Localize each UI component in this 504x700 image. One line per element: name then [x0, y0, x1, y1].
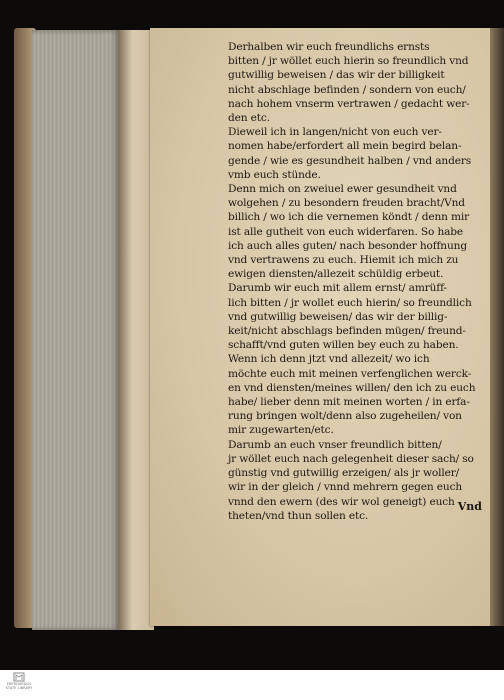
text-line: vnnd den ewern (des wir wol geneigt) euch	[228, 495, 455, 508]
text-line: habe/ lieber denn mit meinen worten / in erfa-	[228, 396, 470, 409]
library-logo-icon	[13, 672, 25, 682]
text-line: wolgehen / zu besondern freuden bracht/Vnd	[228, 197, 465, 210]
text-line: jr wöllet euch nach gelegenheit dieser sach/ so	[228, 452, 474, 465]
text-line: wir in der gleich / vnnd mehrern gegen euch	[228, 481, 463, 494]
text-line: Derhalben wir euch freundlichs ernsts	[228, 41, 430, 53]
text-line: ich auch alles guten/ nach besonder hoffnung	[228, 239, 467, 252]
text-line: keit/nicht abschlags befinden mügen/ freund-	[228, 325, 466, 338]
text-line: günstig vnd gutwillig erzeigen/ als jr woller/	[228, 467, 460, 480]
text-line: Darumb an euch vnser freundlich bitten/	[228, 438, 442, 451]
text-line: gende / wie es gesundheit halben / vnd anders	[228, 154, 472, 167]
text-line: Denn mich on zweiuel ewer gesundheit vnd	[228, 183, 457, 196]
facing-page-edge	[490, 28, 504, 626]
text-line: vnd vertrawens zu euch. Hiemit ich mich zu	[228, 254, 459, 267]
text-line: den etc.	[228, 112, 270, 125]
text-line: Dieweil ich in langen/nicht von euch ver-	[228, 126, 442, 139]
text-line: lich bitten / jr wollet euch hierin/ so freundlich	[228, 296, 472, 309]
library-logo-text: EBERHARDUS STATE LIBRARY	[5, 682, 33, 690]
text-line: nicht abschlage befinden / sondern von euch/	[228, 83, 466, 96]
page-stack-edge	[32, 30, 120, 630]
text-line: gutwillig beweisen / das wir der billigkeit	[228, 69, 445, 82]
viewer-bottom-bar	[0, 670, 504, 700]
text-line: nomen habe/erfordert all mein begird belan-	[228, 140, 462, 153]
text-line: billich / wo ich die vernemen köndt / denn mir	[228, 211, 470, 224]
book-gutter	[118, 30, 154, 630]
text-line: schafft/vnd guten willen bey euch zu haben.	[228, 339, 459, 352]
text-line: vnd gutwillig beweisen/ das wir der billig-	[228, 310, 448, 323]
text-line: ewigen diensten/allezeit schüldig erbeut.	[228, 268, 444, 281]
text-line: rung bringen wolt/denn also zugeheilen/ von	[228, 410, 462, 423]
text-line: nach hohem vnserm vertrawen / gedacht wer-	[228, 97, 470, 110]
text-line: möchte euch mit meinen verfenglichen werck-	[228, 367, 472, 380]
page-text	[228, 40, 490, 523]
text-line: mir zugewarten/etc.	[228, 424, 334, 437]
text-line: en vnd diensten/meines willen/ den ich zu euch	[228, 381, 476, 394]
text-line: Wenn ich denn jtzt vnd allezeit/ wo ich	[228, 353, 430, 366]
text-line: ist alle gutheit von euch widerfaren. So habe	[228, 225, 464, 238]
library-logo	[4, 672, 34, 698]
catchword: Vnd	[457, 500, 482, 513]
text-line: Darumb wir euch mit allem ernst/ amrüff-	[228, 282, 447, 295]
text-line: vmb euch stünde.	[228, 168, 321, 181]
text-line: bitten / jr wöllet euch hierin so freundlich vnd	[228, 55, 469, 68]
text-line: theten/vnd thun sollen etc.	[228, 509, 369, 522]
